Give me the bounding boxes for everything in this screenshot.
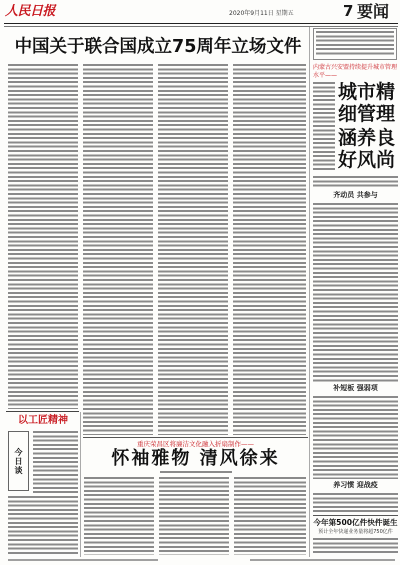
right-feature-kicker: 内蒙古兴安盟持续提升城市管理水平——	[313, 64, 398, 79]
right-feature-text-2	[313, 203, 398, 382]
brief-text	[313, 538, 398, 555]
brief-subtitle: 预计全年快递业务量将超750亿件	[318, 529, 393, 535]
masthead-divider	[4, 23, 398, 24]
right-feature-text-3	[313, 396, 398, 479]
right-feature-headline-part2[interactable]: 涵养良好风尚	[338, 127, 396, 171]
bottom-article-column-1	[84, 477, 154, 555]
right-feature-text-1	[313, 176, 398, 189]
column-divider-bottom-left	[80, 412, 81, 557]
main-article-column-4	[233, 64, 306, 435]
bottom-article-kicker: 重庆荣昌区将廉洁文化融入折扇制作——	[137, 440, 254, 448]
commentary-text-upper	[33, 431, 78, 493]
main-article-column-2	[83, 64, 153, 435]
bottom-article-top-rule	[83, 437, 308, 438]
right-feature-subhead-3: 养习惯 迎战疫	[333, 481, 378, 489]
page-number: 7	[343, 2, 354, 20]
bottom-article-headline[interactable]: 怀袖雅物 清风徐来	[111, 448, 280, 469]
commentary-top-rule	[6, 411, 79, 412]
brief-top-rule	[313, 515, 398, 516]
bottom-article-byline	[160, 471, 232, 473]
main-article-column-1	[8, 64, 78, 409]
brief-headline[interactable]: 今年第500亿件快件诞生	[313, 518, 398, 527]
column-divider-right	[309, 27, 310, 557]
bottom-article-column-2	[159, 477, 229, 555]
main-article-headline[interactable]: 中国关于联合国成立75周年立场文件	[14, 37, 302, 57]
section-name: 要闻	[357, 2, 390, 21]
main-article-column-3	[158, 64, 228, 435]
commentary-title[interactable]: 以工匠精神	[18, 415, 68, 426]
masthead-divider-thin	[4, 26, 398, 27]
right-feature-headline-part1[interactable]: 城市精细管理	[338, 81, 396, 125]
footer-credits-left	[8, 559, 158, 561]
right-feature-text-4	[313, 493, 398, 512]
commentary-text-lower	[8, 496, 78, 555]
commentary-column-label-box	[8, 431, 29, 491]
right-feature-lead-text	[313, 82, 335, 172]
right-feature-subhead-2: 补短板 强弱项	[333, 384, 378, 392]
footer-credits-right	[250, 559, 395, 561]
issue-date: 2020年9月11日 星期五	[229, 10, 294, 17]
newspaper-logo: 人民日报	[5, 4, 56, 19]
commentary-column-label: 今日谈	[14, 447, 23, 475]
right-feature-subhead-1: 齐动员 共参与	[333, 191, 378, 199]
bottom-article-column-3	[234, 477, 306, 555]
right-column-note-text	[316, 31, 394, 57]
